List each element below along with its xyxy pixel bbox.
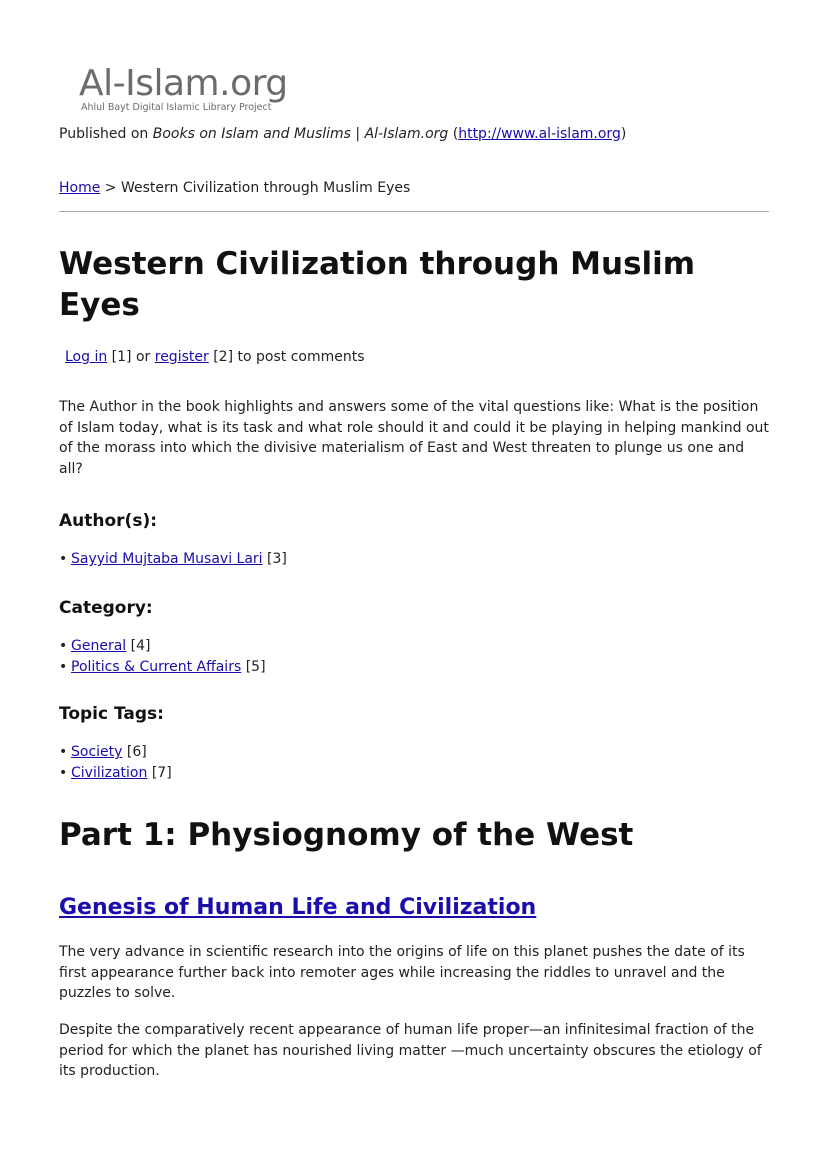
list-item [59,657,266,678]
category-link-politics[interactable]: Politics & Current Affairs [71,658,242,675]
bullet-icon: • [59,764,68,781]
category-ref: [5] [245,658,266,675]
breadcrumb [59,179,410,197]
breadcrumb-current: Western Civilization through Muslim Eyes [120,180,411,196]
login-ref: [1] [111,349,132,365]
author-link[interactable]: Sayyid Mujtaba Musavi Lari [71,551,263,567]
bullet-icon: • [59,551,68,567]
category-link-general[interactable]: General [71,638,127,654]
tag-link-society[interactable]: Society [71,744,123,760]
logo-subtitle: Ahlul Bayt Digital Islamic Library Project [81,102,272,113]
bullet-icon: • [59,744,68,760]
chapter-heading [59,894,536,922]
site-logo[interactable] [79,64,319,120]
book-description: The Author in the book highlights and answers some of the vital questions like: What is the position of Islam today, what is its task and what role should it and could it be playing in helping mankind out of the morass into which the divisive materialism of East and West threaten to plunge us one and all? [59,399,769,477]
published-url-close: ) [620,126,627,142]
category-heading: Category: [59,598,153,618]
tag-ref: [7] [151,764,172,781]
published-url-open: ( [452,126,459,142]
register-link[interactable]: register [154,349,209,365]
comment-suffix: to post comments [237,349,365,365]
register-ref: [2] [213,349,234,365]
body-paragraph: The very advance in scientific research into the origins of life on this planet pushes the date of its first appearance further back into remoter ages while increasing the riddles to unravel and the puzzles to solve. [59,944,745,1001]
published-url-link[interactable]: http://www.al-islam.org [458,126,621,142]
tag-link-civilization[interactable]: Civilization [71,764,148,781]
category-ref: [4] [130,638,151,654]
bullet-icon: • [59,658,68,675]
list-item [59,763,172,784]
published-prefix: Published on [59,126,149,142]
author-ref: [3] [267,551,287,567]
list-item [59,549,287,570]
published-line [59,125,626,143]
breadcrumb-separator: > [104,180,117,196]
published-site-name: Books on Islam and Muslims | Al-Islam.org [152,126,449,142]
login-link[interactable]: Log in [65,349,108,365]
part-heading: Part 1: Physiognomy of the West [59,817,634,853]
header-divider [59,211,769,212]
category-list [59,636,266,677]
authors-list [59,549,287,570]
logo-wordmark: Al-Islam.org [79,63,288,104]
authors-heading: Author(s): [59,511,158,531]
comment-prompt [65,348,365,366]
body-paragraph: Despite the comparatively recent appearance of human life proper—an infinitesimal fraction of the period for which the planet has nourished living matter —much uncertainty obscures the etiology of its production. [59,1022,762,1079]
comment-or: or [135,349,151,365]
page-title: Western Civilization through Muslim Eyes [59,246,696,323]
topic-tags-heading: Topic Tags: [59,704,164,724]
bullet-icon: • [59,638,68,654]
chapter-link[interactable]: Genesis of Human Life and Civilization [59,895,537,920]
topic-tags-list [59,742,172,783]
list-item [59,636,266,657]
breadcrumb-home-link[interactable]: Home [59,180,101,196]
list-item [59,742,172,763]
tag-ref: [6] [126,744,147,760]
